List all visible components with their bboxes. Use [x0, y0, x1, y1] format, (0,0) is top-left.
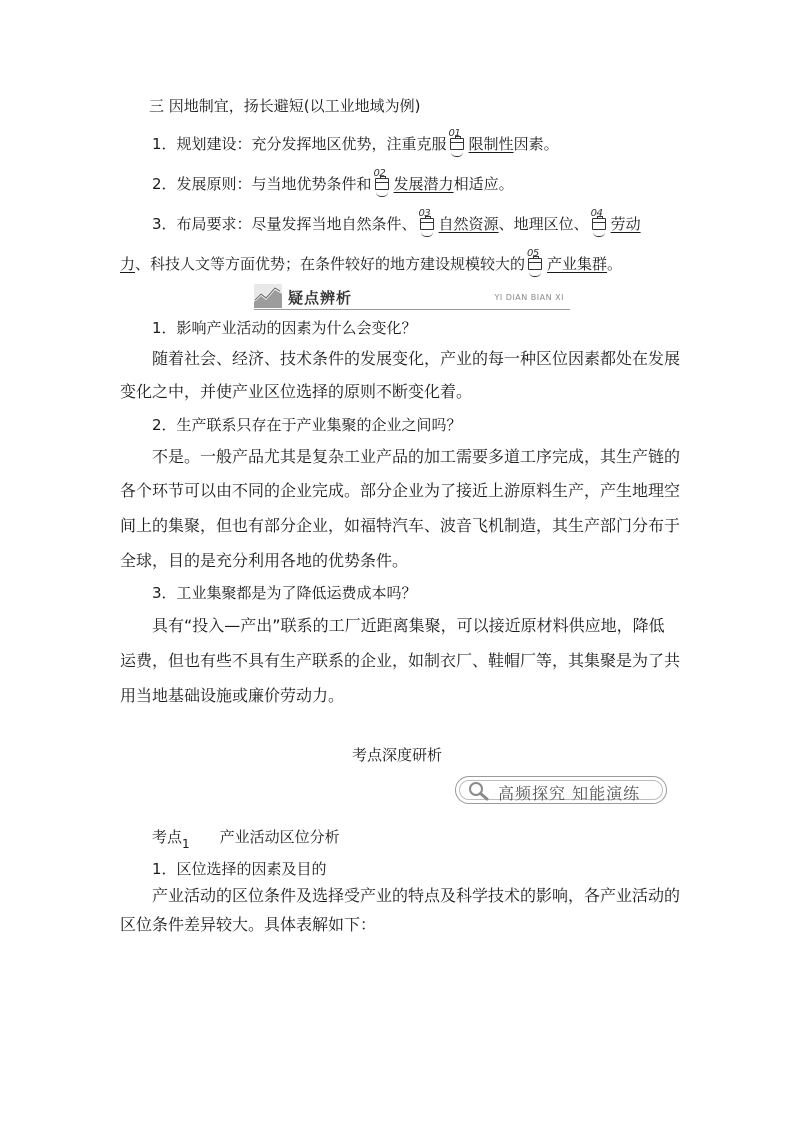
answer-1: 限制性: [468, 135, 514, 153]
item-3-prefix: 3．布局要求：尽量发挥当地自然条件、: [152, 215, 417, 233]
item-3-mid: 、地理区位、: [498, 215, 589, 233]
answer-3-line: 用当地基础设施或廉价劳动力。: [120, 686, 345, 705]
question-1: 1．影响产业活动的因素为什么会变化？: [152, 319, 417, 337]
blank-number: 01: [448, 128, 461, 139]
answer-3: 自然资源: [438, 215, 499, 233]
answer-2-line: 各个环节可以由不同的企业完成。部分企业为了接近上游原料生产，产生地理空: [120, 481, 681, 500]
fill-in-item-2: [152, 168, 514, 194]
trend-chart-icon: [254, 284, 282, 308]
item-1-suffix: 因素。: [513, 135, 559, 153]
blank-marker-icon: [590, 208, 610, 232]
answer-2-line: 间上的集聚，但也有部分企业，如福特汽车、波音飞机制造，其生产部门分布于: [120, 516, 681, 535]
kaodian-heading: [152, 827, 340, 851]
search-icon: [468, 781, 490, 801]
blank-marker-icon: [418, 208, 438, 232]
sub-heading: 1．区位选择的因素及目的: [152, 860, 327, 878]
answer-2-line: 不是。一般产品尤其是复杂工业产品的加工需要多道工序完成，其生产链的: [152, 447, 681, 466]
answer-2-line: 全球，目的是充分利用各地的优势条件。: [120, 551, 409, 570]
kaodian-number: 1: [182, 837, 190, 851]
answer-5: 产业集群: [547, 255, 608, 273]
item-2-suffix: 相适应。: [453, 175, 514, 193]
blank-number: 05: [527, 248, 539, 259]
blank-number: 04: [590, 208, 603, 219]
question-2: 2．生产联系只存在于产业集聚的企业之间吗？: [152, 416, 462, 434]
banner-title: 疑点辨析: [288, 289, 353, 307]
question-3: 3．工业集聚都是为了降低运费成本吗？: [152, 584, 417, 602]
pill-label: 高频探究 知能演练: [498, 784, 641, 803]
fill-in-item-1: [152, 128, 559, 154]
kaodian-label: 考点: [152, 828, 183, 846]
paragraph-line: 区位条件差异较大。具体表解如下：: [120, 915, 377, 934]
fill-in-item-3-continued: [120, 248, 623, 274]
blank-marker-icon: [448, 128, 468, 152]
answer-3-line: 运费，但也有些不具有生产联系的企业，如制衣厂、鞋帽厂等，其集聚是为了共: [120, 651, 681, 670]
high-frequency-pill: [455, 776, 667, 804]
answer-3-line: 具有“投入—产出”联系的工厂近距离集聚，可以接近原材料供应地，降低: [152, 616, 665, 635]
item-1-prefix: 1．规划建设：充分发挥地区优势，注重克服: [152, 135, 447, 153]
blank-marker-icon: [373, 168, 393, 192]
answer-1-line: 随着社会、经济、技术条件的发展变化，产业的每一种区位因素都处在发展: [152, 349, 681, 368]
blank-number: 02: [373, 168, 386, 179]
blank-marker-icon: [526, 248, 546, 272]
answer-1-line: 变化之中，并使产业区位选择的原则不断变化着。: [120, 382, 473, 401]
banner-rule: [254, 309, 570, 310]
doubt-analysis-banner: [254, 284, 570, 310]
blank-number: 03: [418, 208, 431, 219]
kaodian-title: 产业活动区位分析: [219, 828, 340, 846]
section-heading: 三 因地制宜，扬长避短(以工业地域为例): [149, 97, 421, 115]
fill-in-item-3: [152, 208, 641, 234]
item-3-line2-text: 、科技人文等方面优势；在条件较好的地方建设规模较大的: [135, 255, 526, 273]
banner-pinyin: YI DIAN BIAN XI: [494, 293, 564, 302]
item-2-prefix: 2．发展原则：与当地优势条件和: [152, 175, 372, 193]
item-3-end: 。: [607, 255, 623, 273]
answer-4-continued: 力: [120, 255, 136, 273]
answer-4: 劳动: [610, 215, 641, 233]
paragraph-line: 产业活动的区位条件及选择受产业的特点及科学技术的影响，各产业活动的: [152, 886, 681, 905]
answer-2: 发展潜力: [393, 175, 454, 193]
section-title: 考点深度研析: [351, 746, 442, 764]
